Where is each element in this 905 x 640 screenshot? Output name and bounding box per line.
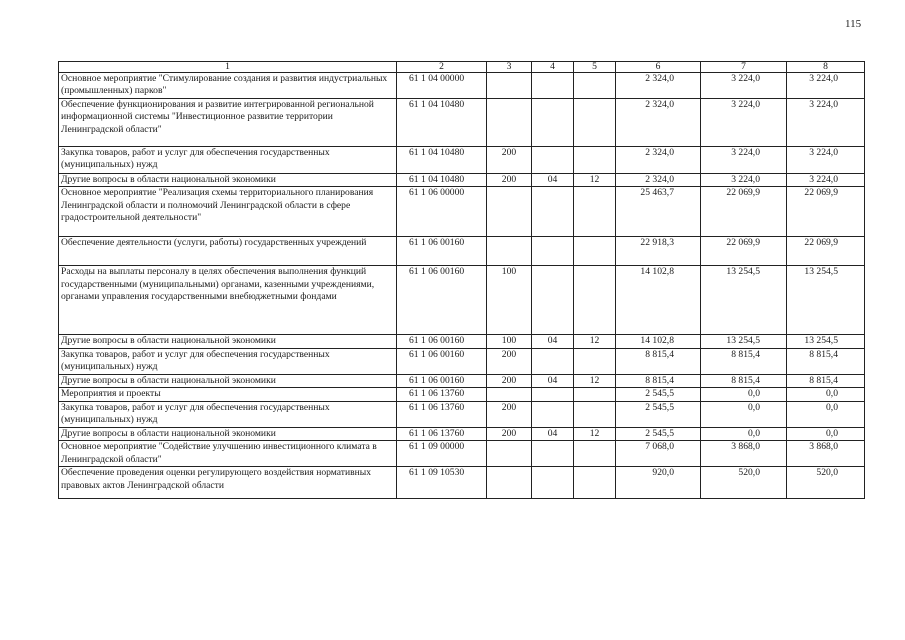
cell-year3: 8 815,4 bbox=[787, 374, 865, 387]
cell-name: Основное мероприятие "Стимулирование создания и развития индустриальных (промышленных) парков" bbox=[59, 73, 397, 99]
cell-pr bbox=[574, 98, 616, 146]
cell-year1: 2 324,0 bbox=[616, 98, 701, 146]
cell-vr: 200 bbox=[487, 374, 532, 387]
cell-pr bbox=[574, 401, 616, 427]
cell-rz bbox=[532, 187, 574, 237]
cell-year1: 2 324,0 bbox=[616, 146, 701, 173]
cell-code: 61 1 04 10480 bbox=[397, 146, 487, 173]
cell-year2: 0,0 bbox=[701, 401, 787, 427]
cell-name: Закупка товаров, работ и услуг для обеспечения государственных (муниципальных) нужд bbox=[59, 348, 397, 374]
cell-year2: 3 224,0 bbox=[701, 73, 787, 99]
cell-year1: 2 545,5 bbox=[616, 388, 701, 401]
cell-year2: 13 254,5 bbox=[701, 335, 787, 348]
cell-year1: 25 463,7 bbox=[616, 187, 701, 237]
cell-vr bbox=[487, 441, 532, 467]
cell-year2: 22 069,9 bbox=[701, 237, 787, 266]
cell-year3: 3 868,0 bbox=[787, 441, 865, 467]
table-row bbox=[59, 173, 865, 186]
cell-name: Расходы на выплаты персоналу в целях обеспечения выполнения функций государственными (муниципальными) органами, казенными учреждениями, органами управления государственными внебюджетными фондами bbox=[59, 266, 397, 335]
cell-year3: 3 224,0 bbox=[787, 173, 865, 186]
cell-year3: 520,0 bbox=[787, 467, 865, 499]
cell-vr bbox=[487, 98, 532, 146]
cell-pr bbox=[574, 266, 616, 335]
cell-code: 61 1 04 10480 bbox=[397, 173, 487, 186]
cell-year3: 0,0 bbox=[787, 401, 865, 427]
cell-year1: 2 324,0 bbox=[616, 73, 701, 99]
cell-vr bbox=[487, 237, 532, 266]
header-cell: 3 bbox=[487, 62, 532, 73]
cell-name: Закупка товаров, работ и услуг для обеспечения государственных (муниципальных) нужд bbox=[59, 146, 397, 173]
header-cell: 4 bbox=[532, 62, 574, 73]
cell-code: 61 1 06 13760 bbox=[397, 427, 487, 440]
cell-rz: 04 bbox=[532, 374, 574, 387]
page-number: 115 bbox=[845, 18, 862, 30]
cell-year2: 8 815,4 bbox=[701, 374, 787, 387]
cell-year3: 3 224,0 bbox=[787, 98, 865, 146]
cell-year1: 22 918,3 bbox=[616, 237, 701, 266]
cell-pr: 12 bbox=[574, 427, 616, 440]
table-row bbox=[59, 266, 865, 335]
table-row bbox=[59, 335, 865, 348]
cell-year2: 22 069,9 bbox=[701, 187, 787, 237]
cell-vr: 100 bbox=[487, 335, 532, 348]
cell-pr bbox=[574, 73, 616, 99]
table-row bbox=[59, 348, 865, 374]
cell-year3: 13 254,5 bbox=[787, 335, 865, 348]
header-cell: 1 bbox=[59, 62, 397, 73]
cell-code: 61 1 06 13760 bbox=[397, 401, 487, 427]
cell-rz bbox=[532, 73, 574, 99]
cell-rz bbox=[532, 348, 574, 374]
table-row bbox=[59, 374, 865, 387]
cell-rz bbox=[532, 266, 574, 335]
cell-rz bbox=[532, 467, 574, 499]
table-row bbox=[59, 427, 865, 440]
cell-rz: 04 bbox=[532, 173, 574, 186]
cell-rz bbox=[532, 237, 574, 266]
cell-code: 61 1 06 13760 bbox=[397, 388, 487, 401]
cell-pr bbox=[574, 388, 616, 401]
cell-rz bbox=[532, 146, 574, 173]
cell-pr bbox=[574, 146, 616, 173]
cell-code: 61 1 04 00000 bbox=[397, 73, 487, 99]
cell-rz bbox=[532, 388, 574, 401]
cell-year2: 3 224,0 bbox=[701, 173, 787, 186]
cell-year3: 0,0 bbox=[787, 388, 865, 401]
cell-year2: 13 254,5 bbox=[701, 266, 787, 335]
cell-name: Основное мероприятие "Содействие улучшению инвестиционного климата в Ленинградской области" bbox=[59, 441, 397, 467]
table-row bbox=[59, 441, 865, 467]
cell-pr bbox=[574, 441, 616, 467]
cell-year3: 22 069,9 bbox=[787, 237, 865, 266]
cell-vr bbox=[487, 388, 532, 401]
cell-pr: 12 bbox=[574, 173, 616, 186]
cell-year1: 14 102,8 bbox=[616, 335, 701, 348]
header-cell: 8 bbox=[787, 62, 865, 73]
cell-name: Обеспечение функционирования и развитие интегрированной региональной информационной системы "Инвестиционное развитие территории Ленинградской области" bbox=[59, 98, 397, 146]
cell-code: 61 1 06 00160 bbox=[397, 348, 487, 374]
cell-rz bbox=[532, 441, 574, 467]
cell-name: Обеспечение деятельности (услуги, работы) государственных учреждений bbox=[59, 237, 397, 266]
cell-year1: 8 815,4 bbox=[616, 348, 701, 374]
cell-year3: 3 224,0 bbox=[787, 73, 865, 99]
cell-name: Другие вопросы в области национальной экономики bbox=[59, 173, 397, 186]
cell-year3: 0,0 bbox=[787, 427, 865, 440]
cell-year2: 0,0 bbox=[701, 427, 787, 440]
cell-year2: 8 815,4 bbox=[701, 348, 787, 374]
cell-code: 61 1 09 00000 bbox=[397, 441, 487, 467]
cell-year2: 3 224,0 bbox=[701, 146, 787, 173]
cell-code: 61 1 04 10480 bbox=[397, 98, 487, 146]
cell-year1: 2 324,0 bbox=[616, 173, 701, 186]
cell-year1: 2 545,5 bbox=[616, 427, 701, 440]
header-cell: 7 bbox=[701, 62, 787, 73]
cell-vr: 200 bbox=[487, 146, 532, 173]
cell-vr: 200 bbox=[487, 173, 532, 186]
cell-vr: 200 bbox=[487, 401, 532, 427]
cell-year3: 13 254,5 bbox=[787, 266, 865, 335]
cell-pr bbox=[574, 348, 616, 374]
budget-table bbox=[58, 61, 865, 499]
cell-name: Закупка товаров, работ и услуг для обеспечения государственных (муниципальных) нужд bbox=[59, 401, 397, 427]
header-cell: 6 bbox=[616, 62, 701, 73]
cell-name: Другие вопросы в области национальной экономики bbox=[59, 335, 397, 348]
cell-rz: 04 bbox=[532, 335, 574, 348]
table-row bbox=[59, 388, 865, 401]
cell-name: Основное мероприятие "Реализация схемы территориального планирования Ленинградской области и полномочий Ленинградской области в сфере градостроительной деятельности" bbox=[59, 187, 397, 237]
table-row bbox=[59, 98, 865, 146]
cell-year1: 8 815,4 bbox=[616, 374, 701, 387]
cell-code: 61 1 09 10530 bbox=[397, 467, 487, 499]
table-row bbox=[59, 237, 865, 266]
cell-year3: 8 815,4 bbox=[787, 348, 865, 374]
cell-code: 61 1 06 00160 bbox=[397, 374, 487, 387]
cell-year1: 14 102,8 bbox=[616, 266, 701, 335]
cell-year1: 2 545,5 bbox=[616, 401, 701, 427]
header-cell: 2 bbox=[397, 62, 487, 73]
cell-vr bbox=[487, 187, 532, 237]
cell-vr: 200 bbox=[487, 427, 532, 440]
cell-year3: 3 224,0 bbox=[787, 146, 865, 173]
cell-year1: 7 068,0 bbox=[616, 441, 701, 467]
cell-pr bbox=[574, 187, 616, 237]
cell-year2: 3 224,0 bbox=[701, 98, 787, 146]
cell-year2: 520,0 bbox=[701, 467, 787, 499]
cell-vr bbox=[487, 73, 532, 99]
cell-year1: 920,0 bbox=[616, 467, 701, 499]
cell-year2: 3 868,0 bbox=[701, 441, 787, 467]
cell-pr bbox=[574, 467, 616, 499]
cell-pr: 12 bbox=[574, 335, 616, 348]
table-row bbox=[59, 73, 865, 99]
cell-code: 61 1 06 00160 bbox=[397, 266, 487, 335]
table-row bbox=[59, 467, 865, 499]
table-row bbox=[59, 401, 865, 427]
cell-rz bbox=[532, 401, 574, 427]
cell-vr bbox=[487, 467, 532, 499]
cell-pr bbox=[574, 237, 616, 266]
cell-name: Другие вопросы в области национальной экономики bbox=[59, 374, 397, 387]
cell-name: Другие вопросы в области национальной экономики bbox=[59, 427, 397, 440]
table-row bbox=[59, 187, 865, 237]
header-row bbox=[59, 62, 865, 73]
table-row bbox=[59, 146, 865, 173]
cell-rz bbox=[532, 98, 574, 146]
cell-pr: 12 bbox=[574, 374, 616, 387]
cell-code: 61 1 06 00160 bbox=[397, 335, 487, 348]
header-cell: 5 bbox=[574, 62, 616, 73]
cell-year2: 0,0 bbox=[701, 388, 787, 401]
table-body bbox=[59, 73, 865, 499]
cell-year3: 22 069,9 bbox=[787, 187, 865, 237]
cell-code: 61 1 06 00000 bbox=[397, 187, 487, 237]
cell-vr: 100 bbox=[487, 266, 532, 335]
cell-name: Мероприятия и проекты bbox=[59, 388, 397, 401]
cell-code: 61 1 06 00160 bbox=[397, 237, 487, 266]
cell-rz: 04 bbox=[532, 427, 574, 440]
cell-name: Обеспечение проведения оценки регулирующего воздействия нормативных правовых актов Ленинградской области bbox=[59, 467, 397, 499]
cell-vr: 200 bbox=[487, 348, 532, 374]
